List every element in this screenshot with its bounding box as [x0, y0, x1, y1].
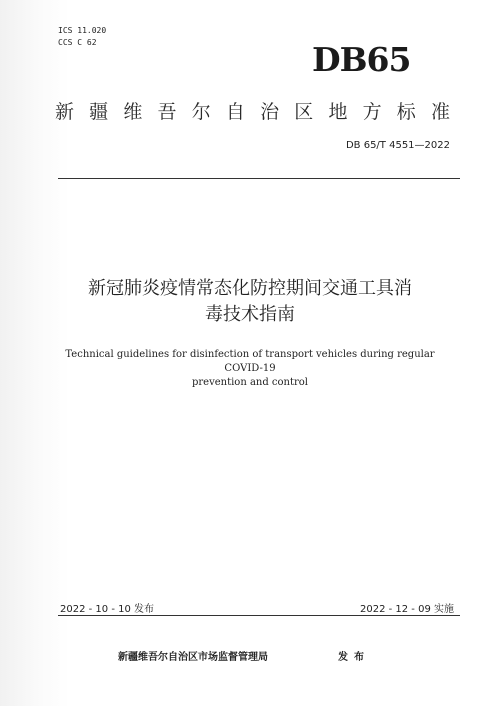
chinese-title-line-2: 毒技术指南	[205, 304, 295, 325]
english-title	[45, 348, 455, 390]
ics-code: ICS 11.020	[58, 26, 107, 35]
bottom-divider	[58, 615, 460, 616]
publish-date: 2022 - 10 - 10 发布	[60, 604, 155, 615]
db65-logo	[312, 42, 424, 78]
db65-logo-text: DB65	[312, 40, 411, 79]
chinese-title	[45, 276, 455, 328]
issue-label: 发布	[338, 652, 370, 663]
implement-date: 2022 - 12 - 09 实施	[359, 604, 454, 615]
standard-number: DB 65/T 4551—2022	[345, 140, 450, 151]
english-title-line-2: prevention and control	[191, 377, 309, 388]
top-divider	[58, 178, 460, 179]
english-title-line-1: Technical guidelines for disinfection of transport vehicles during regular COVID-19	[65, 349, 435, 374]
issuing-authority: 新疆维吾尔自治区市场监督管理局	[118, 652, 268, 663]
standard-type-heading: 新疆维吾尔自治区地方标准	[55, 101, 450, 123]
ccs-code: CCS C 62	[58, 38, 97, 47]
chinese-title-line-1: 新冠肺炎疫情常态化防控期间交通工具消	[88, 278, 412, 299]
classification-codes	[58, 25, 106, 49]
